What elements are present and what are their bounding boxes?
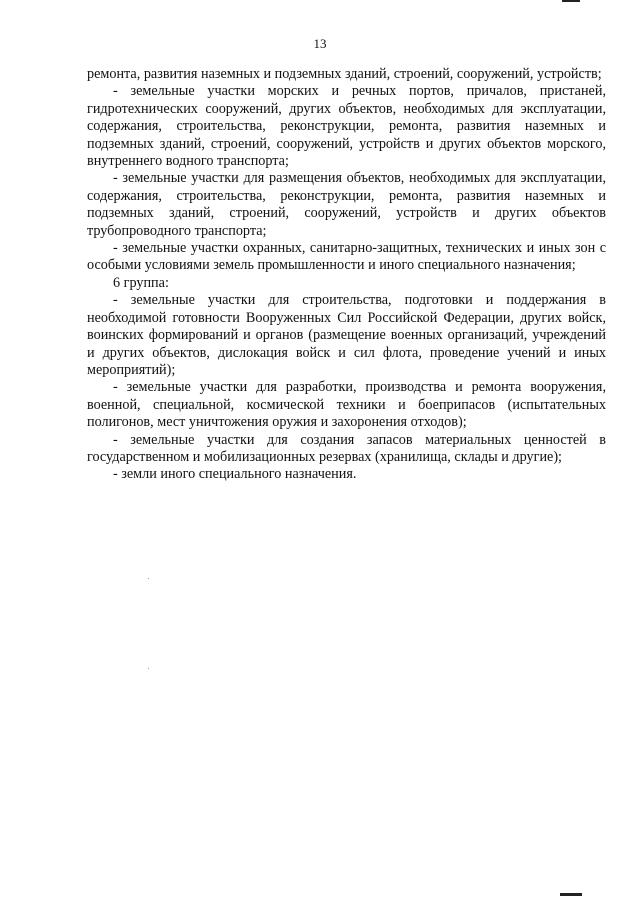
scan-mark-bottom-right bbox=[560, 893, 582, 896]
scan-dot bbox=[148, 668, 149, 669]
paragraph: - земельные участки для строительства, подготовки и поддержания в необходимой готовности Вооруженных Сил Российской Федерации, других войск, воинских формирований и органов (размещение военных организаций, учреждений и других объектов, дислокация войск и сил флота, проведение учений и иных мероприятий); bbox=[87, 292, 606, 378]
page-number: 13 bbox=[313, 36, 327, 51]
paragraph: - земли иного специального назначения. bbox=[113, 466, 357, 483]
paragraph: ремонта, развития наземных и подземных зданий, строений, сооружений, устройств; bbox=[87, 66, 602, 82]
paragraph: - земельные участки морских и речных портов, причалов, пристаней, гидротехнических сооружений, других объектов, необходимых для эксплуатации, содержания, строительства, реконструкции, ремонта, развития наземных и подземных зданий, строений, сооружений, устройств и других объектов морского, внутреннего водного транспорта; bbox=[87, 83, 606, 170]
body-text bbox=[87, 66, 606, 484]
paragraph: - земельные участки для разработки, производства и ремонта вооружения, военной, специальной, космической техники и боеприпасов (испытательных полигонов, мест уничтожения оружия и захоронения отходов); bbox=[87, 379, 606, 431]
group-heading: 6 группа: bbox=[113, 274, 169, 291]
scan-dot bbox=[148, 578, 149, 579]
paragraph: - земельные участки для создания запасов материальных ценностей в государственном и мобилизационных резервах (хранилища, склады и другие); bbox=[87, 431, 606, 465]
scan-mark-top-right bbox=[562, 0, 580, 2]
paragraph: - земельные участки охранных, санитарно-защитных, технических и иных зон с особыми условиями земель промышленности и иного специального назначения; bbox=[87, 240, 606, 274]
paragraph: - земельные участки для размещения объектов, необходимых для эксплуатации, содержания, строительства, реконструкции, ремонта, развития наземных и подземных зданий, строений, сооружений, устройств и других объектов трубопроводного транспорта; bbox=[87, 170, 606, 239]
